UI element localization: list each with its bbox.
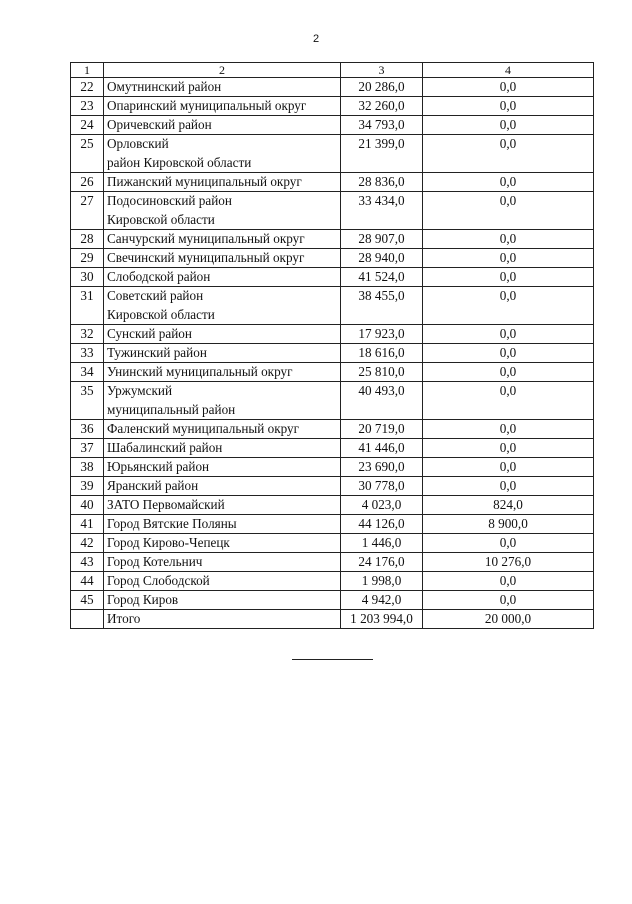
amount-column-4-cell: 10 276,0 (423, 553, 594, 572)
amount-column-4-cell: 0,0 (423, 420, 594, 439)
amount-column-4-cell: 0,0 (423, 458, 594, 477)
amount-column-4-cell: 0,0 (423, 192, 594, 230)
amount-column-3-cell: 17 923,0 (341, 325, 423, 344)
table-row (71, 439, 594, 458)
table-header-row (71, 63, 594, 78)
amount-column-3-cell: 44 126,0 (341, 515, 423, 534)
table-row (71, 325, 594, 344)
amount-column-4-cell: 0,0 (423, 534, 594, 553)
table-row (71, 78, 594, 97)
table-body (71, 63, 594, 629)
municipality-name-line: Оричевский район (107, 117, 212, 132)
municipality-name-cell (104, 591, 341, 610)
amount-column-3-cell: 23 690,0 (341, 458, 423, 477)
municipality-name-line: Сунский район (107, 326, 192, 341)
municipality-name-cell (104, 192, 341, 230)
municipality-name-line: Город Котельнич (107, 554, 203, 569)
municipality-name-cell (104, 420, 341, 439)
header-cell-4: 4 (423, 63, 594, 78)
table-row (71, 572, 594, 591)
header-cell-2: 2 (104, 63, 341, 78)
amount-column-4-cell: 0,0 (423, 591, 594, 610)
table-row (71, 553, 594, 572)
municipality-name-cell (104, 325, 341, 344)
end-of-document-rule (292, 659, 373, 660)
municipality-name-cell (104, 173, 341, 192)
amount-column-3-cell: 20 719,0 (341, 420, 423, 439)
row-number-cell: 43 (71, 553, 104, 572)
municipality-name-cell (104, 344, 341, 363)
amount-column-4-cell: 0,0 (423, 230, 594, 249)
municipality-name-cell (104, 135, 341, 173)
amount-column-3-cell: 24 176,0 (341, 553, 423, 572)
amount-column-4-cell: 0,0 (423, 363, 594, 382)
row-number-cell: 40 (71, 496, 104, 515)
amount-column-3-cell: 20 286,0 (341, 78, 423, 97)
row-number-cell: 32 (71, 325, 104, 344)
amount-column-4-cell: 0,0 (423, 135, 594, 173)
table-row (71, 534, 594, 553)
table-row (71, 344, 594, 363)
municipality-name-cell (104, 572, 341, 591)
municipality-name-line: Уржумский (107, 383, 173, 398)
amount-column-3-cell: 38 455,0 (341, 287, 423, 325)
amount-column-3-cell: 25 810,0 (341, 363, 423, 382)
municipality-name-line: Унинский муниципальный округ (107, 364, 293, 379)
amount-column-3-cell: 1 998,0 (341, 572, 423, 591)
amount-column-4-cell: 0,0 (423, 268, 594, 287)
row-number-cell: 33 (71, 344, 104, 363)
row-number-cell: 38 (71, 458, 104, 477)
municipality-name-cell (104, 515, 341, 534)
municipality-name-line: Город Киров (107, 592, 179, 607)
amount-column-3-cell: 28 907,0 (341, 230, 423, 249)
municipality-name-line: муниципальный район (107, 401, 236, 417)
amount-column-4-cell: 824,0 (423, 496, 594, 515)
table-row (71, 135, 594, 173)
amount-column-3-cell: 1 446,0 (341, 534, 423, 553)
amount-column-4-cell: 0,0 (423, 173, 594, 192)
row-number-cell: 31 (71, 287, 104, 325)
amount-column-4-cell: 0,0 (423, 325, 594, 344)
municipality-name-cell (104, 249, 341, 268)
amount-column-3-cell: 30 778,0 (341, 477, 423, 496)
amount-column-3-cell: 4 942,0 (341, 591, 423, 610)
total-column-3-cell: 1 203 994,0 (341, 610, 423, 629)
table-row (71, 249, 594, 268)
amount-column-4-cell: 0,0 (423, 97, 594, 116)
municipality-name-line: Советский район (107, 288, 204, 303)
municipality-name-cell (104, 363, 341, 382)
municipality-name-line: Подосиновский район (107, 193, 232, 208)
row-number-cell: 22 (71, 78, 104, 97)
amount-column-3-cell: 33 434,0 (341, 192, 423, 230)
header-cell-1: 1 (71, 63, 104, 78)
table-row (71, 230, 594, 249)
amount-column-3-cell: 28 836,0 (341, 173, 423, 192)
municipality-name-cell (104, 268, 341, 287)
total-row (71, 610, 594, 629)
row-number-cell: 27 (71, 192, 104, 230)
table-row (71, 515, 594, 534)
table-row (71, 173, 594, 192)
municipality-name-line: Санчурский муниципальный округ (107, 231, 305, 246)
table-row (71, 477, 594, 496)
municipality-name-line: Опаринский муниципальный округ (107, 98, 307, 113)
row-number-cell: 35 (71, 382, 104, 420)
row-number-cell: 34 (71, 363, 104, 382)
municipality-name-line: Город Кирово-Чепецк (107, 535, 230, 550)
municipality-name-cell (104, 78, 341, 97)
municipality-name-cell (104, 382, 341, 420)
page-number: 2 (312, 33, 320, 45)
municipality-name-line: Фаленский муниципальный округ (107, 421, 300, 436)
table-row (71, 591, 594, 610)
municipality-name-line: Яранский район (107, 478, 199, 493)
municipality-name-cell (104, 287, 341, 325)
municipality-name-line: Омутнинский район (107, 79, 222, 94)
municipality-name-line: Юрьянский район (107, 459, 210, 474)
row-number-cell: 44 (71, 572, 104, 591)
amount-column-3-cell: 4 023,0 (341, 496, 423, 515)
row-number-cell: 36 (71, 420, 104, 439)
amount-column-4-cell: 0,0 (423, 249, 594, 268)
municipality-name-line: ЗАТО Первомайский (107, 497, 225, 512)
table-row (71, 192, 594, 230)
municipality-name-line: Слободской район (107, 269, 211, 284)
amount-column-3-cell: 34 793,0 (341, 116, 423, 135)
municipality-name-line: Орловский (107, 136, 169, 151)
municipality-name-line: Кировской области (107, 211, 215, 227)
amount-column-3-cell: 41 446,0 (341, 439, 423, 458)
amount-column-4-cell: 0,0 (423, 439, 594, 458)
municipality-name-line: Город Вятские Поляны (107, 516, 237, 531)
municipality-name-cell (104, 534, 341, 553)
row-number-cell: 41 (71, 515, 104, 534)
header-cell-3: 3 (341, 63, 423, 78)
amount-column-4-cell: 0,0 (423, 572, 594, 591)
municipality-name-cell (104, 116, 341, 135)
total-number-cell (71, 610, 104, 629)
municipality-name-cell (104, 230, 341, 249)
table-row (71, 458, 594, 477)
row-number-cell: 37 (71, 439, 104, 458)
amount-column-4-cell: 0,0 (423, 287, 594, 325)
table-row (71, 363, 594, 382)
municipality-name-cell (104, 553, 341, 572)
table-row (71, 97, 594, 116)
total-label-cell: Итого (104, 610, 341, 629)
municipality-name-line: Город Слободской (107, 573, 210, 588)
municipality-name-cell (104, 439, 341, 458)
row-number-cell: 30 (71, 268, 104, 287)
row-number-cell: 28 (71, 230, 104, 249)
table-row (71, 496, 594, 515)
row-number-cell: 39 (71, 477, 104, 496)
amount-column-3-cell: 32 260,0 (341, 97, 423, 116)
row-number-cell: 45 (71, 591, 104, 610)
municipality-name-line: Кировской области (107, 306, 215, 322)
table-row (71, 268, 594, 287)
municipality-name-cell (104, 496, 341, 515)
table-row (71, 420, 594, 439)
municipality-name-cell (104, 477, 341, 496)
budget-table (70, 62, 594, 629)
row-number-cell: 29 (71, 249, 104, 268)
amount-column-3-cell: 18 616,0 (341, 344, 423, 363)
row-number-cell: 23 (71, 97, 104, 116)
municipality-name-line: район Кировской области (107, 154, 252, 170)
municipality-name-line: Свечинский муниципальный округ (107, 250, 305, 265)
row-number-cell: 24 (71, 116, 104, 135)
municipality-name-cell (104, 458, 341, 477)
municipality-name-cell (104, 97, 341, 116)
row-number-cell: 26 (71, 173, 104, 192)
amount-column-4-cell: 0,0 (423, 477, 594, 496)
amount-column-3-cell: 41 524,0 (341, 268, 423, 287)
table-row (71, 116, 594, 135)
row-number-cell: 25 (71, 135, 104, 173)
municipality-name-line: Тужинский район (107, 345, 207, 360)
table-row (71, 287, 594, 325)
amount-column-3-cell: 21 399,0 (341, 135, 423, 173)
amount-column-4-cell: 0,0 (423, 78, 594, 97)
amount-column-4-cell: 0,0 (423, 344, 594, 363)
amount-column-4-cell: 0,0 (423, 382, 594, 420)
amount-column-4-cell: 0,0 (423, 116, 594, 135)
amount-column-4-cell: 8 900,0 (423, 515, 594, 534)
amount-column-3-cell: 28 940,0 (341, 249, 423, 268)
table-row (71, 382, 594, 420)
amount-column-3-cell: 40 493,0 (341, 382, 423, 420)
municipality-name-line: Шабалинский район (107, 440, 223, 455)
row-number-cell: 42 (71, 534, 104, 553)
municipality-name-line: Пижанский муниципальный округ (107, 174, 302, 189)
total-column-4-cell: 20 000,0 (423, 610, 594, 629)
